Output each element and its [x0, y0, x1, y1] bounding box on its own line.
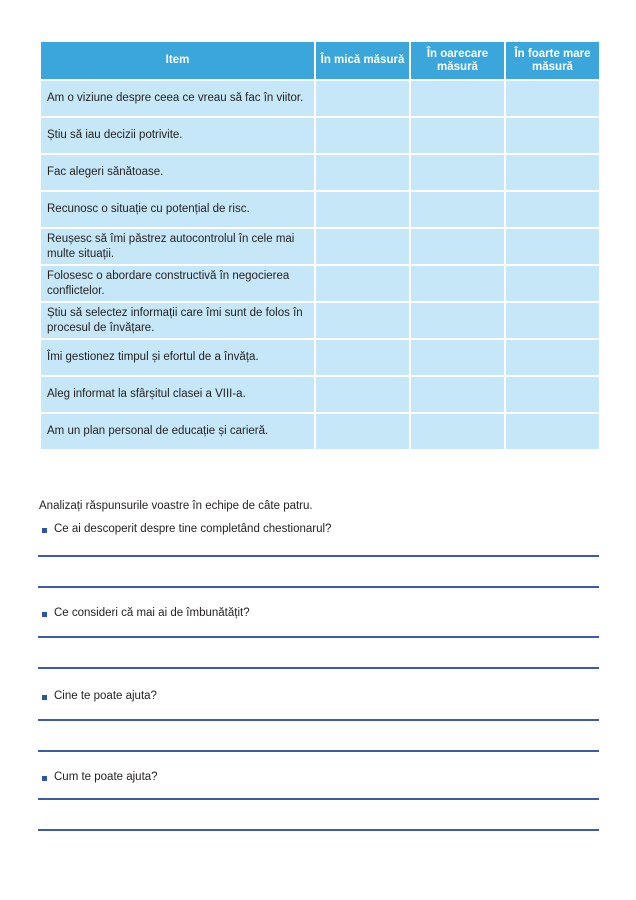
- item-text: Am o viziune despre ceea ce vreau să fac în viitor.: [40, 80, 315, 117]
- question-4: Cum te poate ajuta?: [54, 771, 158, 783]
- answer-cell-great[interactable]: [505, 80, 600, 117]
- question-1: Ce ai descoperit despre tine completând chestionarul?: [54, 523, 332, 535]
- answer-cell-some[interactable]: [410, 339, 505, 376]
- item-text: Știu să iau decizii potrivite.: [40, 117, 315, 154]
- answer-line[interactable]: [38, 719, 599, 721]
- answer-cell-great[interactable]: [505, 117, 600, 154]
- answer-cell-small[interactable]: [315, 228, 410, 265]
- answer-cell-some[interactable]: [410, 228, 505, 265]
- table-row: [40, 80, 600, 117]
- answer-line[interactable]: [38, 750, 599, 752]
- answer-line[interactable]: [38, 586, 599, 588]
- item-text: Îmi gestionez timpul și efortul de a învăța.: [40, 339, 315, 376]
- item-text: Reușesc să îmi păstrez autocontrolul în cele mai multe situații.: [40, 228, 315, 265]
- answer-cell-small[interactable]: [315, 339, 410, 376]
- answer-cell-great[interactable]: [505, 376, 600, 413]
- answer-cell-small[interactable]: [315, 376, 410, 413]
- table-row: [40, 228, 600, 265]
- header-small-extent: În mică măsură: [315, 41, 410, 80]
- answer-cell-great[interactable]: [505, 413, 600, 450]
- header-some-extent: În oarecare măsură: [410, 41, 505, 80]
- item-text: Folosesc o abordare constructivă în negocierea conflictelor.: [40, 265, 315, 302]
- table-header-row: [40, 41, 600, 80]
- table-row: [40, 191, 600, 228]
- answer-line[interactable]: [38, 636, 599, 638]
- answer-cell-small[interactable]: [315, 265, 410, 302]
- table-row: [40, 265, 600, 302]
- answer-cell-great[interactable]: [505, 265, 600, 302]
- discussion-intro: Analizați răspunsurile voastre în echipe de câte patru.: [39, 500, 313, 512]
- answer-cell-small[interactable]: [315, 117, 410, 154]
- table-row: [40, 117, 600, 154]
- table-row: [40, 376, 600, 413]
- answer-cell-some[interactable]: [410, 154, 505, 191]
- square-bullet-icon: [42, 612, 47, 617]
- answer-cell-great[interactable]: [505, 228, 600, 265]
- item-text: Recunosc o situație cu potențial de risc.: [40, 191, 315, 228]
- item-text: Aleg informat la sfârșitul clasei a VIII-a.: [40, 376, 315, 413]
- table-row: [40, 154, 600, 191]
- table-row: [40, 413, 600, 450]
- item-text: Știu să selectez informații care îmi sunt de folos în procesul de învățare.: [40, 302, 315, 339]
- item-text: Fac alegeri sănătoase.: [40, 154, 315, 191]
- self-assessment-table: [39, 40, 601, 451]
- item-text: Am un plan personal de educație și carieră.: [40, 413, 315, 450]
- answer-cell-some[interactable]: [410, 302, 505, 339]
- answer-cell-some[interactable]: [410, 117, 505, 154]
- table-row: [40, 339, 600, 376]
- answer-cell-great[interactable]: [505, 302, 600, 339]
- answer-cell-great[interactable]: [505, 191, 600, 228]
- answer-line[interactable]: [38, 667, 599, 669]
- question-2: Ce consideri că mai ai de îmbunătățit?: [54, 607, 250, 619]
- answer-cell-small[interactable]: [315, 154, 410, 191]
- answer-line[interactable]: [38, 829, 599, 831]
- answer-cell-small[interactable]: [315, 191, 410, 228]
- answer-cell-great[interactable]: [505, 339, 600, 376]
- square-bullet-icon: [42, 776, 47, 781]
- square-bullet-icon: [42, 695, 47, 700]
- table-row: [40, 302, 600, 339]
- answer-line[interactable]: [38, 555, 599, 557]
- header-great-extent: În foarte mare măsură: [505, 41, 600, 80]
- answer-cell-some[interactable]: [410, 80, 505, 117]
- self-assessment-table-container: [39, 40, 599, 451]
- answer-cell-great[interactable]: [505, 154, 600, 191]
- question-3: Cine te poate ajuta?: [54, 690, 157, 702]
- answer-cell-small[interactable]: [315, 413, 410, 450]
- answer-cell-small[interactable]: [315, 302, 410, 339]
- square-bullet-icon: [42, 528, 47, 533]
- answer-cell-some[interactable]: [410, 413, 505, 450]
- answer-cell-some[interactable]: [410, 191, 505, 228]
- answer-cell-small[interactable]: [315, 80, 410, 117]
- answer-line[interactable]: [38, 798, 599, 800]
- header-item: Item: [40, 41, 315, 80]
- answer-cell-some[interactable]: [410, 376, 505, 413]
- answer-cell-some[interactable]: [410, 265, 505, 302]
